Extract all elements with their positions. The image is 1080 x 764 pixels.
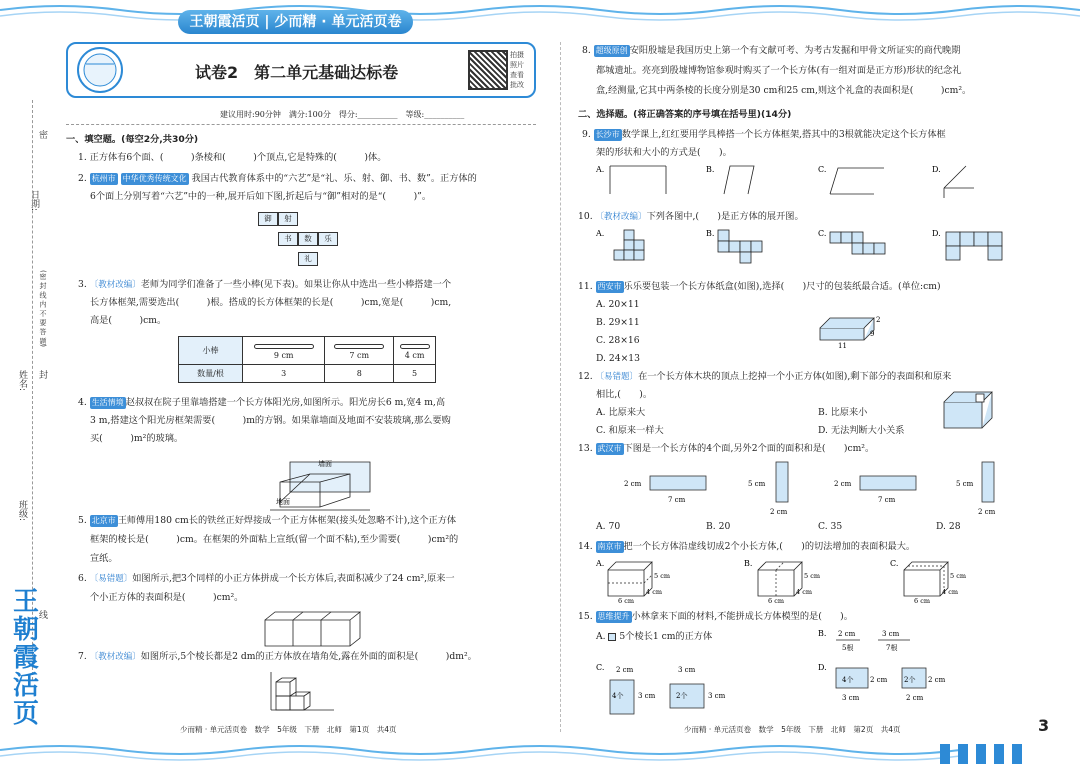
- q2-line-2: 6个面上分别写着“六艺”中的一种,展开后如下图,折起后与“御”相对的是“( )”。: [90, 191, 432, 202]
- q10-line-1: 10. 〔教材改编〕下列各图中,( )是正方体的展开图。: [578, 211, 804, 222]
- q9-options-figure: [594, 162, 994, 202]
- q11-option-d[interactable]: D. 24×13: [596, 353, 640, 364]
- svg-text:B.: B.: [818, 629, 827, 638]
- right-page-footer: 少而精 · 单元活页卷 数学 5年级 下册 北师 第2页 共4页: [684, 725, 901, 734]
- left-page-footer: 少而精 · 单元活页卷 数学 5年级 下册 北师 第1页 共4页: [180, 725, 397, 734]
- q2-cube-net: [258, 212, 358, 270]
- q15-line-1: 15. 思维提升 小林拿来下面的材料,不能拼成长方体模型的是( )。: [578, 611, 853, 622]
- column-divider: [560, 42, 561, 732]
- svg-text:A.: A.: [596, 165, 605, 174]
- q12-option-d[interactable]: D. 无法判断大小关系: [818, 425, 905, 436]
- svg-text:A.: A.: [596, 229, 605, 238]
- svg-text:2 cm: 2 cm: [978, 508, 996, 516]
- net-cell: 御: [258, 212, 278, 226]
- q3-line-2: 长方体框架,需要选出( )根。搭成的长方体框架的长是( )cm,宽是( )cm,: [90, 297, 452, 308]
- qr-caption: 拍摄照片查看批改: [510, 51, 524, 89]
- q4-line-2: 3 m,搭建这个阳光房框架需要( )m的方钢。如果靠墙面及地面不安装玻璃,那么要购: [90, 415, 451, 426]
- net-cell: 书: [278, 232, 298, 246]
- svg-text:2 cm: 2 cm: [928, 676, 946, 684]
- svg-text:7根: 7根: [886, 644, 898, 652]
- svg-text:5 cm: 5 cm: [804, 572, 821, 580]
- bottom-wave-decoration: [0, 740, 1080, 764]
- svg-text:3 cm: 3 cm: [842, 694, 860, 702]
- svg-text:3 cm: 3 cm: [882, 630, 900, 638]
- svg-text:4 cm: 4 cm: [646, 588, 663, 596]
- svg-text:2 cm: 2 cm: [770, 508, 788, 516]
- brand-seal-logo: [76, 46, 124, 94]
- q13-option-d[interactable]: D. 28: [936, 521, 961, 532]
- q6-line-2: 个小正方体的表面积是( )cm²。: [90, 592, 244, 603]
- q11-line-1: 11. 西安市 乐乐要包装一个长方体纸盒(如图),选择( )尺寸的包装纸最合适。(单位:cm): [578, 281, 941, 292]
- net-cell: 射: [278, 212, 298, 226]
- svg-text:D.: D.: [932, 165, 941, 174]
- class-label: 班级:: [17, 500, 27, 522]
- svg-text:2个: 2个: [676, 692, 688, 700]
- q8-line-2: 都城遗址。亮亮到殷墟博物馆参观时购买了一个长方体(有一组对面是正方形)形状的纪念礼: [596, 65, 962, 76]
- seal-note: (密 封 线 内 不 要 答 题): [39, 270, 47, 348]
- count-cell: 3: [243, 365, 325, 383]
- svg-text:5 cm: 5 cm: [748, 480, 766, 488]
- svg-text:B.: B.: [744, 559, 753, 568]
- section-fill-heading: 一、填空题。(每空2分,共30分): [66, 134, 199, 145]
- divider: [66, 124, 536, 125]
- q15-option-d[interactable]: [818, 660, 1018, 706]
- net-cell: 乐: [318, 232, 338, 246]
- svg-text:2 cm: 2 cm: [834, 480, 852, 488]
- svg-text:4个: 4个: [842, 676, 854, 684]
- q8-line-1: 8. 超级原创 安阳殷墟是我国历史上第一个有文献可考、为考古发掘和甲骨文所证实的商代晚期: [582, 45, 961, 56]
- svg-text:4 cm: 4 cm: [942, 588, 959, 596]
- q12-option-b[interactable]: B. 比原来小: [818, 407, 868, 418]
- svg-text:2 cm: 2 cm: [624, 480, 642, 488]
- svg-text:4个: 4个: [612, 692, 624, 700]
- svg-text:5根: 5根: [842, 644, 854, 652]
- q4-line-3: 买( )m²的玻璃。: [90, 433, 184, 444]
- q12-option-a[interactable]: A. 比原来大: [596, 407, 646, 418]
- q9-line-2: 架的形状和大小的方式是( )。: [596, 147, 732, 158]
- seal-mark-2: 封: [37, 370, 47, 379]
- q12-line-1: 12. 〔易错题〕在一个长方体木块的顶点上挖掉一个小正方体(如图),剩下部分的表面积和原来: [578, 371, 952, 382]
- q13-line-1: 13. 武汉市 下图是一个长方体的4个面,另外2个面的面积和是( )cm²。: [578, 443, 875, 454]
- table-row-label: 数量/根: [179, 365, 243, 383]
- q13-option-c[interactable]: C. 35: [818, 521, 843, 532]
- q5-line-2: 框架的棱长是( )cm。在框架的外面粘上宣纸(留一个面不粘),至少需要( )cm²的: [90, 534, 459, 545]
- svg-text:4 cm: 4 cm: [796, 588, 813, 596]
- qr-code[interactable]: [468, 50, 508, 90]
- q11-option-b[interactable]: B. 29×11: [596, 317, 640, 328]
- q7-line-1: 7. 〔教材改编〕如图所示,5个棱长都是2 dm的正方体放在墙角处,露在外面的面积是( )dm²。: [78, 651, 477, 662]
- cube-icon: [608, 633, 616, 641]
- q15-option-b[interactable]: [818, 626, 938, 656]
- q6-three-cubes-figure: [260, 608, 370, 648]
- q6-line-1: 6. 〔易错题〕如图所示,把3个同样的小正方体拼成一个长方体后,表面积减少了24 cm²,原来一: [78, 573, 455, 584]
- svg-text:3 cm: 3 cm: [678, 666, 696, 674]
- q11-option-c[interactable]: C. 28×16: [596, 335, 640, 346]
- q15-option-c[interactable]: [594, 660, 794, 718]
- seal-mark-1: 密: [37, 130, 47, 139]
- svg-text:B.: B.: [706, 229, 715, 238]
- q4-sunroom-figure: [270, 452, 380, 512]
- svg-text:5 cm: 5 cm: [956, 480, 974, 488]
- q5-line-1: 5. 北京市 王师傅用180 cm长的铁丝正好焊接成一个正方体框架(接头处忽略不计),这个正方体: [78, 515, 457, 526]
- svg-text:地面: 地面: [276, 498, 290, 506]
- svg-text:7 cm: 7 cm: [668, 496, 686, 504]
- table-row-label: 小棒: [179, 337, 243, 365]
- q14-line-1: 14. 南京市 把一个长方体沿虚线切成2个小长方体,( )的切法增加的表面积最大。: [578, 541, 916, 552]
- count-cell: 8: [325, 365, 394, 383]
- svg-text:7 cm: 7 cm: [878, 496, 896, 504]
- q1-text: 1. 正方体有6个面、( )条棱和( )个顶点,它是特殊的( )体。: [78, 152, 387, 163]
- q11-option-a[interactable]: A. 20×11: [596, 299, 640, 310]
- q5-line-3: 宣纸。: [90, 553, 118, 564]
- brand-logo-text: 王朝霞活页: [12, 587, 39, 729]
- top-wave-decoration: [0, 0, 1080, 30]
- stick-cell: 9 cm: [243, 337, 325, 365]
- svg-text:9: 9: [870, 330, 875, 338]
- name-label: 姓名:: [17, 370, 27, 392]
- section-choice-heading: 二、选择题。(将正确答案的序号填在括号里)(14分): [578, 109, 792, 120]
- svg-text:2 cm: 2 cm: [870, 676, 888, 684]
- svg-text:B.: B.: [706, 165, 715, 174]
- svg-text:D.: D.: [932, 229, 941, 238]
- net-cell: 数: [298, 232, 318, 246]
- exam-meta: 建议用时:90分钟 满分:100分 得分:__________ 等级:__________: [220, 110, 465, 119]
- svg-text:C.: C.: [818, 229, 827, 238]
- q3-stick-table: [178, 336, 436, 383]
- q3-line-1: 3. 〔教材改编〕老师为同学们准备了一些小棒(见下表)。如果让你从中选出一些小棒搭建一个: [78, 279, 452, 290]
- svg-text:C.: C.: [818, 165, 827, 174]
- stick-cell: 4 cm: [394, 337, 436, 365]
- q7-corner-cubes-figure: [266, 666, 336, 712]
- q13-option-a[interactable]: A. 70: [596, 521, 621, 532]
- q12-option-c[interactable]: C. 和原来一样大: [596, 425, 664, 436]
- svg-text:墙面: 墙面: [318, 460, 332, 468]
- svg-text:D.: D.: [818, 663, 827, 672]
- q10-nets-figure: [594, 226, 1014, 266]
- q2-region-tag: 杭州市: [91, 174, 116, 183]
- q8-line-3: 盒,经测量,它其中两条棱的长度分别是30 cm和25 cm,则这个礼盒的表面积是( )cm²。: [596, 85, 972, 96]
- svg-text:5 cm: 5 cm: [654, 572, 671, 580]
- q12-line-2: 相比,( )。: [596, 389, 653, 400]
- q13-faces-figure: [620, 458, 1010, 520]
- count-cell: 5: [394, 365, 436, 383]
- svg-text:6 cm: 6 cm: [618, 597, 635, 604]
- q14-cut-options-figure: [594, 556, 994, 604]
- svg-text:6 cm: 6 cm: [914, 597, 931, 604]
- net-cell: 礼: [298, 252, 318, 266]
- svg-text:2 cm: 2 cm: [616, 666, 634, 674]
- svg-text:2: 2: [876, 316, 881, 324]
- q11-box-figure: [816, 310, 886, 350]
- svg-text:3 cm: 3 cm: [638, 692, 656, 700]
- svg-text:3 cm: 3 cm: [708, 692, 726, 700]
- svg-text:6 cm: 6 cm: [768, 597, 785, 604]
- page-number: 3: [1038, 716, 1050, 735]
- svg-text:11: 11: [838, 342, 847, 350]
- seal-mark-3: 线: [37, 610, 47, 619]
- svg-text:C.: C.: [596, 663, 605, 672]
- svg-text:C.: C.: [890, 559, 899, 568]
- q9-line-1: 9. 长沙市 数学课上,红红要用学具棒搭一个长方体框架,搭其中的3根就能决定这个长方体框: [582, 129, 946, 140]
- svg-text:2个: 2个: [904, 676, 916, 684]
- q15-option-a[interactable]: A. 5个棱长1 cm的正方体: [596, 631, 713, 642]
- q3-line-3: 高是( )cm。: [90, 315, 167, 326]
- header-banner: 王朝霞活页 | 少而精 · 单元活页卷: [178, 10, 413, 34]
- q4-line-1: 4. 生活情境 赵叔叔在院子里靠墙搭建一个长方体阳光房,如图所示。阳光房长6 m,宽4 m,高: [78, 397, 446, 408]
- q12-notched-block-figure: [940, 388, 1000, 432]
- stick-cell: 7 cm: [325, 337, 394, 365]
- q13-option-b[interactable]: B. 20: [706, 521, 731, 532]
- svg-text:A.: A.: [596, 559, 605, 568]
- q2-topic-tag: 中华优秀传统文化: [122, 174, 187, 183]
- svg-text:5 cm: 5 cm: [950, 572, 967, 580]
- q2-line-1: 2. 杭州市 中华优秀传统文化 我国古代教育体系中的“六艺”是“礼、乐、射、御、书、数”。正方体的: [78, 173, 477, 184]
- page-title: 试卷2 第二单元基础达标卷: [195, 63, 399, 82]
- svg-text:2 cm: 2 cm: [906, 694, 924, 702]
- left-binding-strip: [0, 40, 58, 740]
- date-label: 日期:: [29, 190, 39, 212]
- svg-text:2 cm: 2 cm: [838, 630, 856, 638]
